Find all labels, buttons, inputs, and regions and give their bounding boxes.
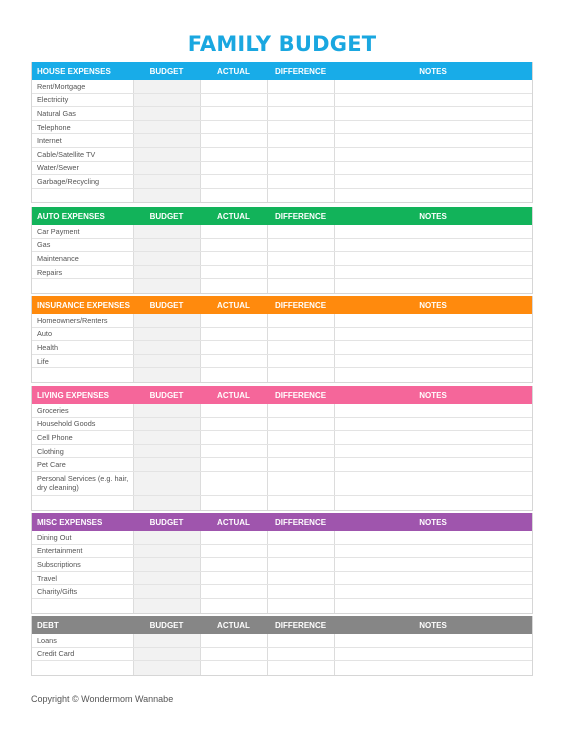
section-title: DEBT — [37, 620, 59, 630]
budget-cell[interactable] — [133, 368, 200, 382]
section-header — [32, 207, 532, 225]
actual-cell[interactable] — [200, 279, 267, 293]
category-label: Auto — [37, 329, 53, 339]
table-row — [32, 80, 532, 94]
budget-column-header: BUDGET — [149, 300, 184, 310]
actual-cell[interactable] — [200, 531, 267, 544]
budget-cell[interactable] — [133, 162, 200, 175]
category-label — [32, 189, 133, 203]
difference-cell[interactable] — [267, 599, 334, 613]
notes-cell[interactable] — [334, 431, 532, 444]
section-title: MISC EXPENSES — [37, 517, 103, 527]
budget-cell[interactable] — [133, 239, 200, 252]
notes-cell[interactable] — [334, 94, 532, 107]
difference-cell[interactable] — [267, 107, 334, 120]
budget-cell[interactable] — [133, 107, 200, 120]
table-row — [32, 531, 532, 545]
difference-cell[interactable] — [267, 558, 334, 571]
difference-cell[interactable] — [267, 531, 334, 544]
table-row — [32, 107, 532, 121]
section-misc-expenses — [31, 513, 533, 614]
actual-cell[interactable] — [200, 418, 267, 431]
table-row — [32, 225, 532, 239]
category-label: Telephone — [37, 122, 71, 132]
table-row — [32, 458, 532, 472]
difference-cell[interactable] — [267, 148, 334, 161]
section-header — [32, 296, 532, 314]
budget-cell[interactable] — [133, 458, 200, 471]
actual-column-header: ACTUAL — [217, 620, 250, 630]
notes-column-header: NOTES — [419, 517, 447, 527]
notes-cell[interactable] — [334, 531, 532, 544]
notes-cell[interactable] — [334, 572, 532, 585]
difference-cell[interactable] — [267, 314, 334, 327]
table-row — [32, 239, 532, 253]
actual-cell[interactable] — [200, 225, 267, 238]
actual-column-header: ACTUAL — [217, 300, 250, 310]
notes-cell[interactable] — [334, 225, 532, 238]
budget-cell[interactable] — [133, 252, 200, 265]
notes-cell[interactable] — [334, 279, 532, 293]
notes-cell[interactable] — [334, 634, 532, 647]
difference-cell[interactable] — [267, 252, 334, 265]
table-row — [32, 94, 532, 108]
notes-cell[interactable] — [334, 445, 532, 458]
difference-cell[interactable] — [267, 355, 334, 368]
notes-cell[interactable] — [334, 585, 532, 598]
difference-cell[interactable] — [267, 239, 334, 252]
budget-column-header: BUDGET — [149, 66, 184, 76]
category-label: Life — [37, 356, 49, 366]
difference-column-header: DIFFERENCE — [274, 517, 327, 527]
section-title: AUTO EXPENSES — [37, 211, 105, 221]
difference-column-header: DIFFERENCE — [274, 66, 327, 76]
actual-cell[interactable] — [200, 107, 267, 120]
actual-cell[interactable] — [200, 94, 267, 107]
category-label: Household Goods — [37, 419, 96, 429]
category-label: Credit Card — [37, 649, 75, 659]
notes-cell[interactable] — [334, 266, 532, 279]
category-label: Clothing — [37, 446, 64, 456]
budget-cell[interactable] — [133, 648, 200, 661]
table-row — [32, 404, 532, 418]
category-label: Natural Gas — [37, 108, 76, 118]
notes-column-header: NOTES — [419, 211, 447, 221]
table-row — [32, 355, 532, 369]
notes-cell[interactable] — [334, 418, 532, 431]
actual-cell[interactable] — [200, 545, 267, 558]
category-label: Car Payment — [37, 226, 80, 236]
difference-cell[interactable] — [267, 175, 334, 188]
section-debt — [31, 616, 533, 676]
actual-cell[interactable] — [200, 572, 267, 585]
budget-cell[interactable] — [133, 341, 200, 354]
table-row — [32, 558, 532, 572]
difference-cell[interactable] — [267, 431, 334, 444]
actual-cell[interactable] — [200, 314, 267, 327]
actual-column-header: ACTUAL — [217, 66, 250, 76]
category-label — [32, 496, 133, 510]
table-row — [32, 266, 532, 280]
section-title: LIVING EXPENSES — [37, 390, 110, 400]
difference-cell[interactable] — [267, 162, 334, 175]
category-label: Personal Services (e.g. hair, dry cleaning) — [37, 474, 129, 493]
budget-column-header: BUDGET — [149, 620, 184, 630]
category-label: Garbage/Recycling — [37, 176, 100, 186]
category-label: Entertainment — [37, 546, 83, 556]
category-label: Electricity — [37, 95, 69, 105]
difference-cell[interactable] — [267, 134, 334, 147]
table-row — [32, 599, 532, 613]
notes-cell[interactable] — [334, 80, 532, 93]
difference-cell[interactable] — [267, 458, 334, 471]
notes-cell[interactable] — [334, 134, 532, 147]
budget-cell[interactable] — [133, 355, 200, 368]
table-row — [32, 572, 532, 586]
difference-cell[interactable] — [267, 572, 334, 585]
category-label: Rent/Mortgage — [37, 81, 86, 91]
table-row — [32, 634, 532, 648]
copyright-footer: Copyright © Wondermom Wannabe — [31, 694, 174, 704]
difference-cell[interactable] — [267, 661, 334, 675]
table-row — [32, 585, 532, 599]
budget-cell[interactable] — [133, 225, 200, 238]
table-row — [32, 314, 532, 328]
category-label: Groceries — [37, 405, 69, 415]
category-label — [32, 279, 133, 293]
notes-cell[interactable] — [334, 148, 532, 161]
budget-column-header: BUDGET — [149, 390, 184, 400]
actual-cell[interactable] — [200, 431, 267, 444]
actual-cell[interactable] — [200, 148, 267, 161]
actual-cell[interactable] — [200, 634, 267, 647]
actual-cell[interactable] — [200, 175, 267, 188]
actual-cell[interactable] — [200, 458, 267, 471]
difference-cell[interactable] — [267, 634, 334, 647]
table-row — [32, 175, 532, 189]
actual-cell[interactable] — [200, 661, 267, 675]
category-label: Water/Sewer — [37, 163, 79, 173]
category-label: Travel — [37, 573, 58, 583]
notes-cell[interactable] — [334, 458, 532, 471]
category-label: Subscriptions — [37, 559, 81, 569]
difference-cell[interactable] — [267, 266, 334, 279]
category-label: Health — [37, 342, 59, 352]
page-title: FAMILY BUDGET — [187, 32, 377, 56]
notes-cell[interactable] — [334, 404, 532, 417]
difference-cell[interactable] — [267, 585, 334, 598]
notes-cell[interactable] — [334, 189, 532, 203]
difference-column-header: DIFFERENCE — [274, 300, 327, 310]
notes-cell[interactable] — [334, 175, 532, 188]
notes-cell[interactable] — [334, 162, 532, 175]
actual-cell[interactable] — [200, 404, 267, 417]
table-row — [32, 431, 532, 445]
section-insurance-expenses — [31, 296, 533, 383]
notes-cell[interactable] — [334, 496, 532, 510]
difference-column-header: DIFFERENCE — [274, 211, 327, 221]
section-house-expenses — [31, 62, 533, 203]
actual-cell[interactable] — [200, 496, 267, 510]
actual-cell[interactable] — [200, 189, 267, 203]
actual-cell[interactable] — [200, 558, 267, 571]
budget-cell[interactable] — [133, 634, 200, 647]
table-row — [32, 134, 532, 148]
difference-cell[interactable] — [267, 328, 334, 341]
budget-cell[interactable] — [133, 189, 200, 203]
actual-cell[interactable] — [200, 239, 267, 252]
table-row — [32, 648, 532, 662]
table-row — [32, 545, 532, 559]
notes-cell[interactable] — [334, 328, 532, 341]
difference-cell[interactable] — [267, 545, 334, 558]
budget-cell[interactable] — [133, 558, 200, 571]
table-row — [32, 252, 532, 266]
notes-column-header: NOTES — [419, 300, 447, 310]
notes-cell[interactable] — [334, 599, 532, 613]
table-row — [32, 496, 532, 510]
difference-cell[interactable] — [267, 418, 334, 431]
notes-column-header: NOTES — [419, 390, 447, 400]
difference-cell[interactable] — [267, 404, 334, 417]
section-living-expenses — [31, 386, 533, 511]
table-row — [32, 418, 532, 432]
notes-cell[interactable] — [334, 558, 532, 571]
category-label: Charity/Gifts — [37, 587, 78, 597]
notes-cell[interactable] — [334, 472, 532, 495]
notes-cell[interactable] — [334, 341, 532, 354]
budget-cell[interactable] — [133, 80, 200, 93]
category-label — [32, 661, 133, 675]
category-label — [32, 599, 133, 613]
difference-cell[interactable] — [267, 94, 334, 107]
actual-cell[interactable] — [200, 368, 267, 382]
budget-cell[interactable] — [133, 404, 200, 417]
actual-cell[interactable] — [200, 134, 267, 147]
difference-column-header: DIFFERENCE — [274, 620, 327, 630]
difference-cell[interactable] — [267, 80, 334, 93]
difference-cell[interactable] — [267, 368, 334, 382]
table-row — [32, 328, 532, 342]
budget-cell[interactable] — [133, 661, 200, 675]
notes-cell[interactable] — [334, 107, 532, 120]
notes-cell[interactable] — [334, 121, 532, 134]
table-row — [32, 162, 532, 176]
actual-cell[interactable] — [200, 355, 267, 368]
section-header — [32, 616, 532, 634]
table-row — [32, 341, 532, 355]
actual-cell[interactable] — [200, 121, 267, 134]
section-header — [32, 62, 532, 80]
table-row — [32, 368, 532, 382]
table-row — [32, 472, 532, 496]
category-label — [32, 368, 133, 382]
budget-cell[interactable] — [133, 572, 200, 585]
section-header — [32, 513, 532, 531]
budget-cell[interactable] — [133, 531, 200, 544]
notes-cell[interactable] — [334, 314, 532, 327]
budget-cell[interactable] — [133, 148, 200, 161]
section-title: HOUSE EXPENSES — [37, 66, 111, 76]
actual-cell[interactable] — [200, 252, 267, 265]
difference-column-header: DIFFERENCE — [274, 390, 327, 400]
budget-cell[interactable] — [133, 328, 200, 341]
section-header — [32, 386, 532, 404]
difference-cell[interactable] — [267, 496, 334, 510]
budget-cell[interactable] — [133, 279, 200, 293]
table-row — [32, 189, 532, 203]
section-auto-expenses — [31, 207, 533, 294]
actual-cell[interactable] — [200, 648, 267, 661]
actual-column-header: ACTUAL — [217, 517, 250, 527]
actual-cell[interactable] — [200, 599, 267, 613]
difference-cell[interactable] — [267, 121, 334, 134]
budget-column-header: BUDGET — [149, 517, 184, 527]
actual-cell[interactable] — [200, 585, 267, 598]
budget-cell[interactable] — [133, 314, 200, 327]
budget-cell[interactable] — [133, 496, 200, 510]
category-label: Repairs — [37, 267, 63, 277]
budget-cell[interactable] — [133, 445, 200, 458]
difference-cell[interactable] — [267, 648, 334, 661]
category-label: Maintenance — [37, 253, 79, 263]
difference-cell[interactable] — [267, 279, 334, 293]
notes-column-header: NOTES — [419, 620, 447, 630]
category-label: Cable/Satellite TV — [37, 149, 96, 159]
notes-cell[interactable] — [334, 252, 532, 265]
category-label: Dining Out — [37, 532, 72, 542]
category-label: Internet — [37, 136, 62, 146]
actual-cell[interactable] — [200, 162, 267, 175]
difference-cell[interactable] — [267, 189, 334, 203]
table-row — [32, 661, 532, 675]
difference-cell[interactable] — [267, 341, 334, 354]
budget-cell[interactable] — [133, 418, 200, 431]
budget-cell[interactable] — [133, 545, 200, 558]
actual-cell[interactable] — [200, 341, 267, 354]
difference-cell[interactable] — [267, 225, 334, 238]
table-row — [32, 279, 532, 293]
section-title: INSURANCE EXPENSES — [37, 300, 130, 310]
table-row — [32, 121, 532, 135]
notes-cell[interactable] — [334, 648, 532, 661]
budget-cell[interactable] — [133, 121, 200, 134]
difference-cell[interactable] — [267, 445, 334, 458]
budget-cell[interactable] — [133, 266, 200, 279]
difference-cell[interactable] — [267, 472, 334, 495]
budget-cell[interactable] — [133, 585, 200, 598]
category-label: Gas — [37, 240, 51, 250]
category-label: Loans — [37, 635, 57, 645]
table-row — [32, 445, 532, 459]
notes-cell[interactable] — [334, 368, 532, 382]
category-label: Cell Phone — [37, 432, 73, 442]
notes-cell[interactable] — [334, 661, 532, 675]
actual-column-header: ACTUAL — [217, 211, 250, 221]
budget-cell[interactable] — [133, 175, 200, 188]
notes-cell[interactable] — [334, 545, 532, 558]
budget-cell[interactable] — [133, 431, 200, 444]
category-label: Pet Care — [37, 460, 66, 470]
actual-cell[interactable] — [200, 328, 267, 341]
budget-cell[interactable] — [133, 472, 200, 495]
notes-column-header: NOTES — [419, 66, 447, 76]
actual-column-header: ACTUAL — [217, 390, 250, 400]
notes-cell[interactable] — [334, 355, 532, 368]
actual-cell[interactable] — [200, 266, 267, 279]
budget-cell[interactable] — [133, 134, 200, 147]
actual-cell[interactable] — [200, 80, 267, 93]
actual-cell[interactable] — [200, 472, 267, 495]
category-label: Homeowners/Renters — [37, 315, 108, 325]
budget-cell[interactable] — [133, 94, 200, 107]
budget-cell[interactable] — [133, 599, 200, 613]
notes-cell[interactable] — [334, 239, 532, 252]
budget-column-header: BUDGET — [149, 211, 184, 221]
actual-cell[interactable] — [200, 445, 267, 458]
table-row — [32, 148, 532, 162]
